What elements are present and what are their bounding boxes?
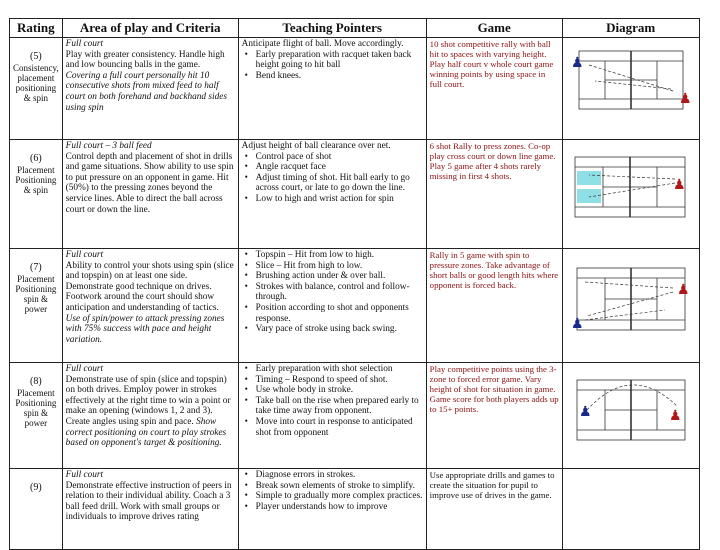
- court-diagram: [565, 143, 697, 229]
- teaching-point: • Angle racquet face: [256, 162, 423, 173]
- game-cell: 6 shot Rally to press zones. Co-op play cross court or down line game. Play 5 game after 4 shots rarely missing in first 4 shots.: [426, 140, 562, 249]
- table-row: [10, 249, 700, 363]
- pressing-zone-left: [577, 171, 601, 185]
- court-diagram: [565, 41, 697, 121]
- area-title: Full court: [65, 250, 104, 260]
- teaching-list: [242, 50, 423, 82]
- area-cell: [62, 363, 238, 469]
- area-title: Full court: [65, 364, 104, 374]
- teaching-cell: [238, 38, 426, 140]
- ball-path-arrows: [589, 175, 675, 197]
- teaching-point: • Topspin – Hit from low to high.: [256, 250, 423, 261]
- teaching-point: • Bend knees.: [256, 71, 423, 82]
- diagram-cell: [562, 140, 699, 249]
- rating-label: Placement Positioning spin & power: [15, 274, 57, 314]
- teaching-point: • Diagnose errors in strokes.: [256, 470, 423, 481]
- diagram-cell: [562, 249, 699, 363]
- game-cell: Rally in 5 game with spin to pressure zones. Take advantage of short balls or good length hits where opponent is forced back.: [426, 249, 562, 363]
- teaching-point: • Vary pace of stroke using back swing.: [256, 324, 423, 335]
- teaching-point: • Player understands how to improve: [256, 502, 423, 513]
- player-red-icon: ♟: [668, 409, 682, 424]
- teaching-cell: [238, 363, 426, 469]
- area-italic: Use of spin/power to attack pressing zones with 75% success with pace and height variation.: [65, 313, 225, 345]
- area-text: Control depth and placement of shot in drills and game situations. Show ability to use spin to put pressure on an opponent in game. Hit (50%) to the pressing zones beyond the service lines. Able to direct the ball across court or down the line.: [65, 151, 234, 215]
- area-title: Full court: [65, 470, 104, 480]
- teaching-head: Adjust height of ball clearance over net.: [241, 141, 391, 151]
- teaching-point: • Early preparation with racquet taken back height going to hit ball: [256, 50, 423, 71]
- teaching-head: Anticipate flight of ball. Move accordingly.: [241, 39, 404, 49]
- area-cell: [62, 249, 238, 363]
- rating-number: (5): [30, 51, 42, 62]
- area-text: Play with greater consistency. Handle high and low bouncing balls in the game.: [65, 49, 225, 71]
- court-diagram: [565, 366, 697, 448]
- rating-cell: [10, 249, 63, 363]
- tennis-court: [577, 268, 685, 330]
- rating-number: (7): [30, 262, 42, 273]
- rating-label: Placement Positioning spin & power: [15, 388, 57, 428]
- table-row: [10, 38, 700, 140]
- rating-cell: [10, 140, 63, 249]
- header-game: Game: [426, 19, 562, 38]
- table-row: [10, 363, 700, 469]
- teaching-point: • Low to high and wrist action for spin: [256, 194, 423, 205]
- area-cell: [62, 140, 238, 249]
- pressing-zone-left-2: [577, 189, 601, 203]
- teaching-list: [242, 152, 423, 205]
- player-blue-icon: ♟: [570, 317, 584, 332]
- teaching-cell: [238, 140, 426, 249]
- teaching-point: • Simple to gradually more complex practices.: [256, 491, 423, 502]
- rating-number: (8): [30, 376, 42, 387]
- header-row: [10, 19, 700, 38]
- teaching-list: [242, 470, 423, 512]
- teaching-list: [242, 364, 423, 438]
- teaching-point: • Take ball on the rise when prepared early to take time away from opponent.: [256, 396, 423, 417]
- header-rating: Rating: [10, 19, 63, 38]
- teaching-cell: [238, 469, 426, 550]
- area-italic: Show correct positioning on court to play strokes based on opponent's target & positioning.: [65, 416, 227, 449]
- teaching-point: • Slice – Hit from high to low.: [256, 261, 423, 272]
- area-text: Ability to control your shots using spin (slice and topspin) on at least one side. Demonstrate good technique on drives. Footwork around the court should show anticipation and understanding of tactics.: [65, 260, 234, 313]
- coaching-table: [9, 18, 700, 550]
- teaching-point: • Adjust timing of shot. Hit ball early to go across court, or late to go down the line.: [256, 173, 423, 194]
- rating-cell: [10, 363, 63, 469]
- teaching-point: • Use whole body in stroke.: [256, 385, 423, 396]
- rating-number: (9): [30, 482, 42, 493]
- ball-path-arrows: [585, 282, 673, 320]
- diagram-cell: [562, 469, 699, 550]
- rating-cell: [10, 38, 63, 140]
- diagram-cell: [562, 38, 699, 140]
- game-cell: Play competitive points using the 3-zone to forced error game. Vary height of shot for situation in game. Game score for both players adds up to 15+ points.: [426, 363, 562, 469]
- diagram-cell: [562, 363, 699, 469]
- teaching-point: • Control pace of shot: [256, 152, 423, 163]
- player-red-icon: ♟: [678, 92, 692, 107]
- game-cell: Use appropriate drills and games to create the situation for pupil to improve use of drives in the game.: [426, 469, 562, 550]
- rating-number: (6): [30, 153, 42, 164]
- teaching-point: • Timing – Respond to speed of shot.: [256, 375, 423, 386]
- teaching-cell: [238, 249, 426, 363]
- teaching-point: • Strokes with balance, control and follow-through.: [256, 282, 423, 303]
- teaching-list: [242, 250, 423, 335]
- area-title: Full court – 3 ball feed: [65, 141, 152, 151]
- area-italic: Covering a full court personally hit 10 consecutive shots from mixed feed to half court on both forehand and backhand sides using spin: [65, 70, 227, 113]
- area-title: Full court: [65, 39, 104, 49]
- teaching-point: • Position according to shot and opponents response.: [256, 303, 423, 324]
- area-cell: [62, 469, 238, 550]
- player-red-icon: ♟: [672, 178, 686, 193]
- ball-arc: [587, 385, 677, 410]
- teaching-point: • Move into court in response to anticipated shot from opponent: [256, 417, 423, 438]
- header-area: Area of play and Criteria: [62, 19, 238, 38]
- rating-label: Consistency, placement positioning & spin: [13, 63, 59, 103]
- player-blue-icon: ♟: [578, 405, 592, 420]
- rating-label: Placement Positioning & spin: [15, 165, 57, 195]
- area-text: Demonstrate use of spin (slice and topspin) on both drives. Employ power in strokes effectively at the right time to win a point or make an opening (windows 1, 2 and 3). Create angles using spin and pace.: [65, 374, 231, 427]
- rating-cell: [10, 469, 63, 550]
- area-cell: [62, 38, 238, 140]
- teaching-point: • Brushing action under & over ball.: [256, 271, 423, 282]
- game-cell: 10 shot competitive rally with ball hit to spaces with varying height. Play half court v whole court game winning points by using space in full court.: [426, 38, 562, 140]
- court-diagram: [565, 252, 697, 342]
- teaching-point: • Break sown elements of stroke to simplify.: [256, 481, 423, 492]
- teaching-point: • Early preparation with shot selection: [256, 364, 423, 375]
- table-row: [10, 469, 700, 550]
- table-row: [10, 140, 700, 249]
- player-red-icon: ♟: [676, 283, 690, 298]
- tennis-court: [575, 157, 685, 217]
- header-diagram: Diagram: [562, 19, 699, 38]
- area-text: Demonstrate effective instruction of peers in relation to their individual ability. Coach a 3 ball feed drill. Work with small groups or individuals to improve drives rating: [65, 480, 232, 523]
- tennis-court: [579, 51, 683, 109]
- player-blue-icon: ♟: [570, 56, 584, 71]
- header-teaching: Teaching Pointers: [238, 19, 426, 38]
